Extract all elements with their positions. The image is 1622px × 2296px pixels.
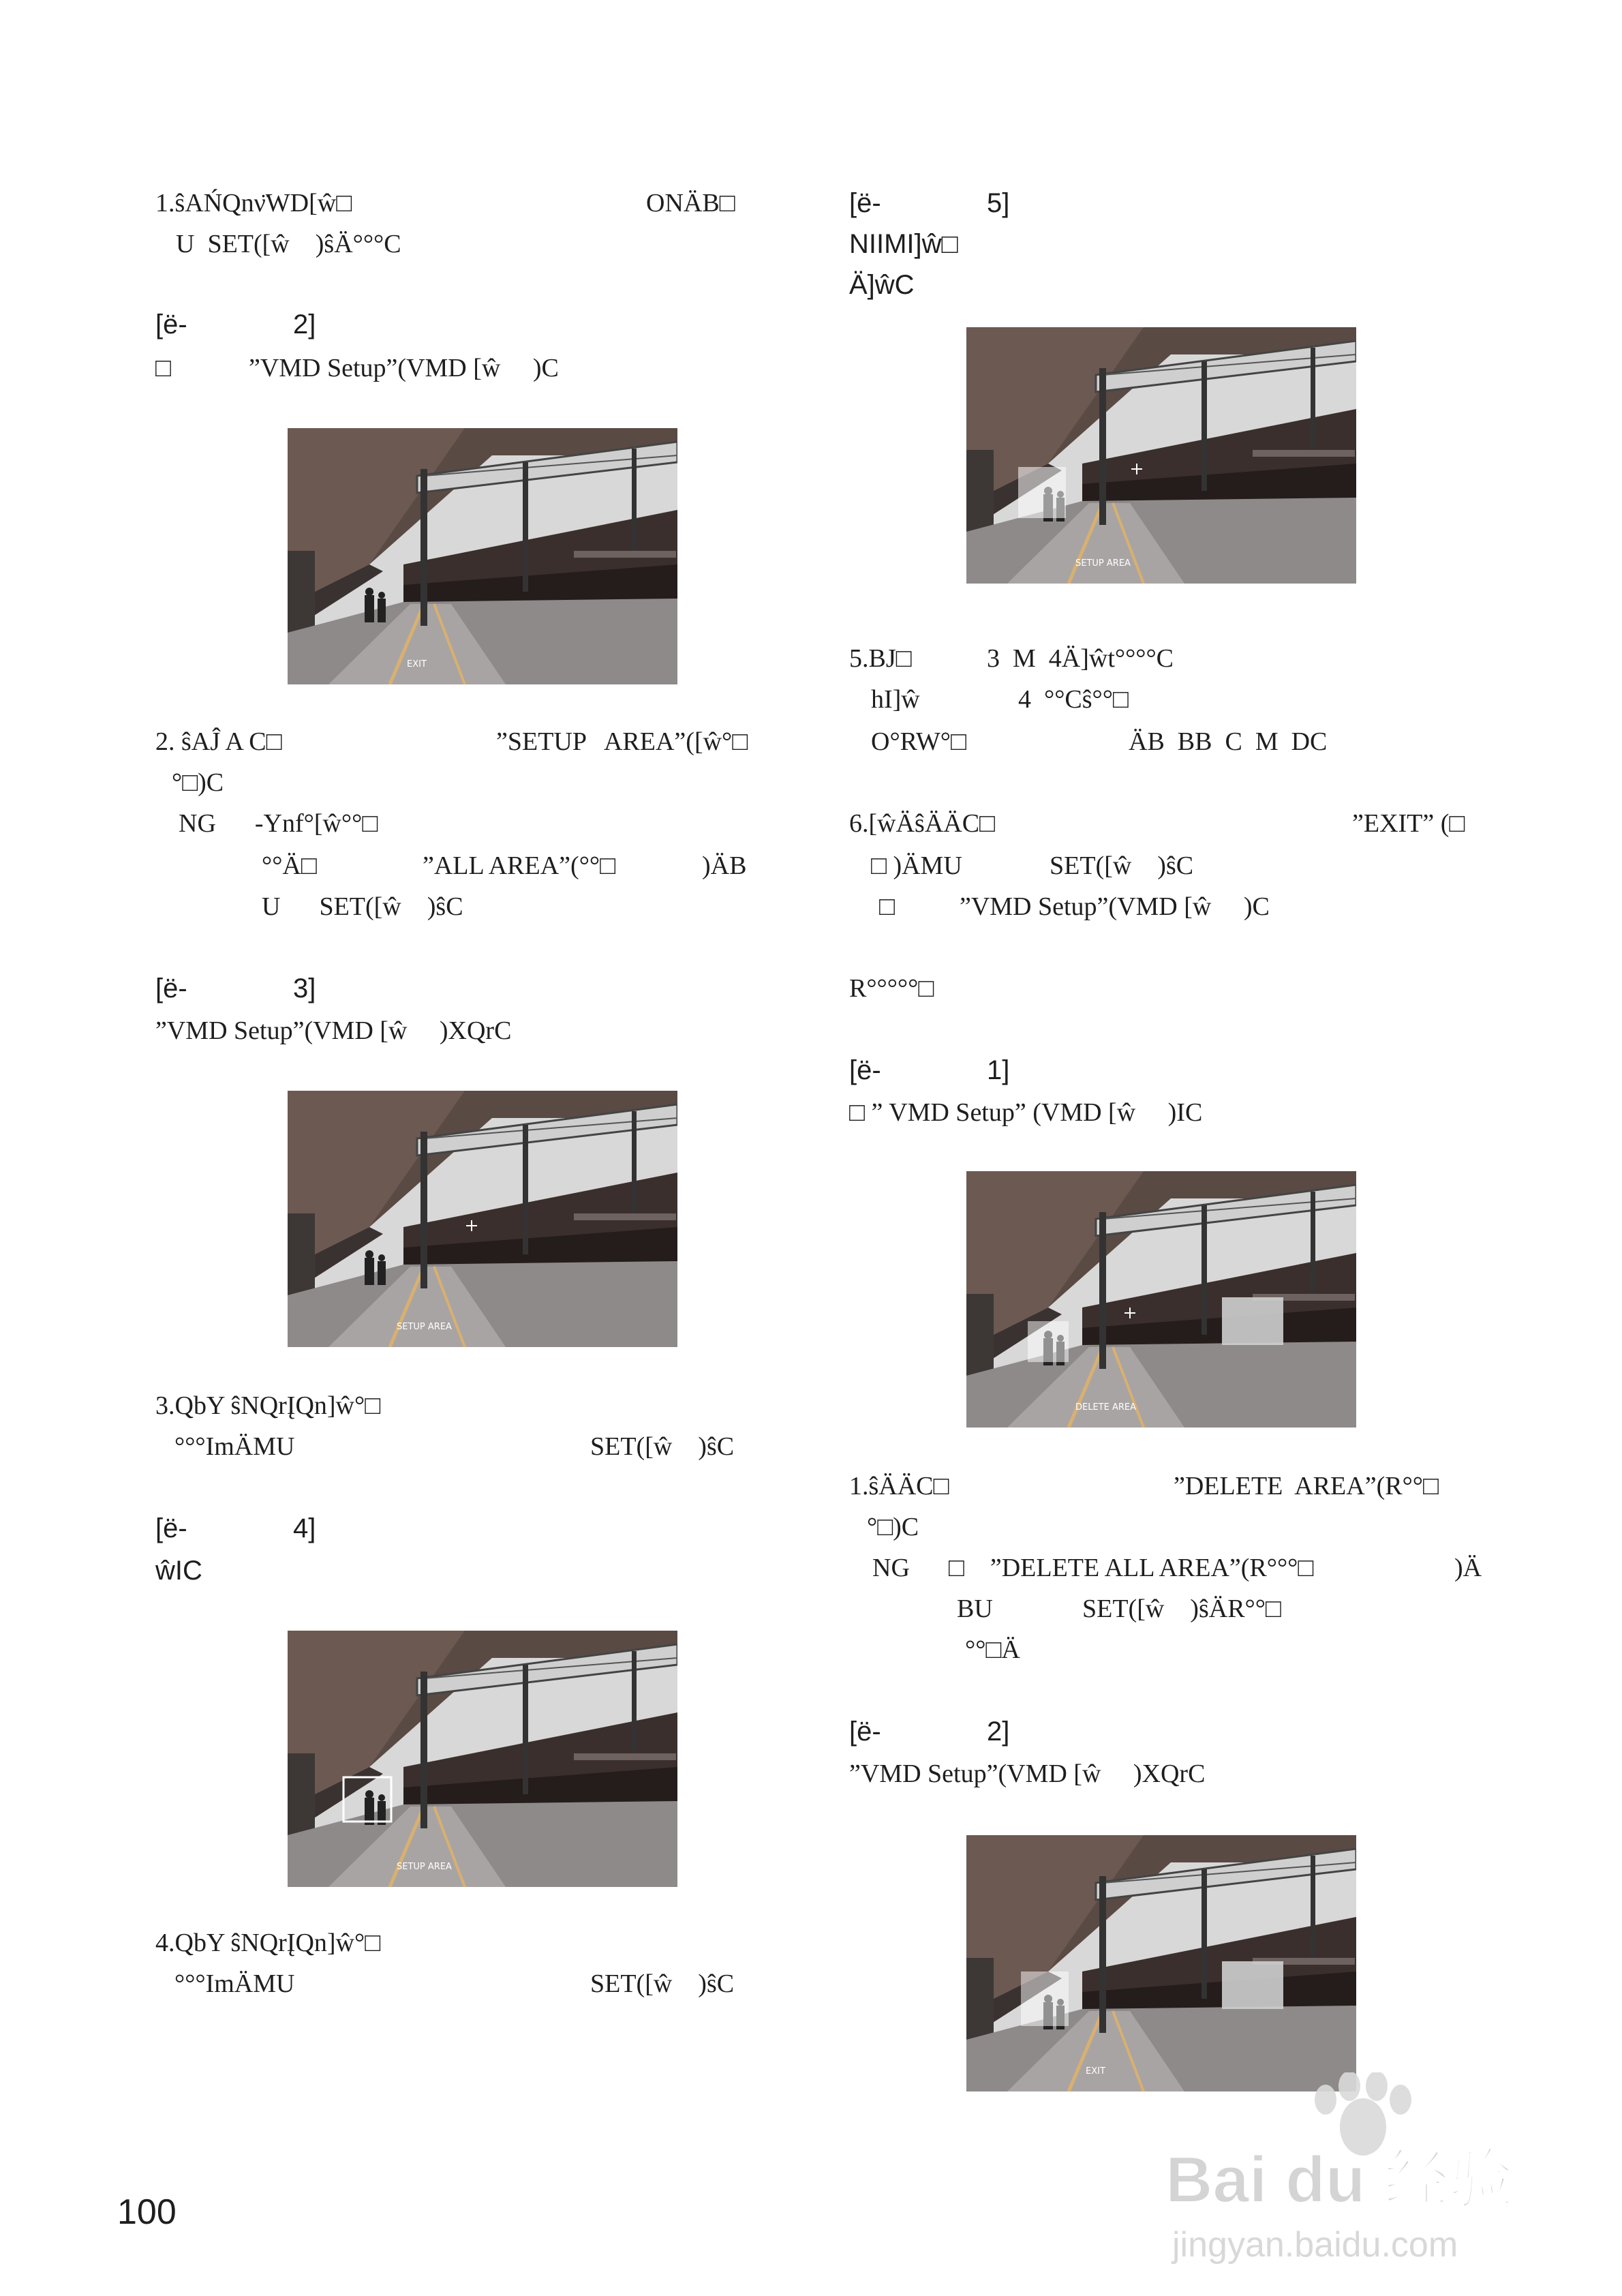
example-3-tag: [ë- xyxy=(155,973,187,1003)
figure-caption: SETUP AREA xyxy=(397,1322,452,1332)
example-1-text: □ ” VMD Setup” (VMD [ŵ )IC xyxy=(849,1098,1203,1127)
step-7-line-4-right: SET([ŵ )ŝÄR°°□ xyxy=(1082,1595,1281,1623)
step-5-line-2-right: 4 °°Cŝ°°□ xyxy=(1018,685,1129,714)
watermark-url: jingyan.baidu.com xyxy=(1172,2225,1458,2265)
step-1-line-1-right: ONÄB□ xyxy=(646,189,735,217)
example-2b-tag: [ë- xyxy=(849,1717,881,1747)
camera-screenshot-exit xyxy=(288,428,677,684)
step-1-line-2: U SET([ŵ )ŝÄ°°°C xyxy=(176,230,401,258)
figure-caption: SETUP AREA xyxy=(1075,558,1131,569)
example-4-text: ŵIC xyxy=(155,1556,202,1586)
example-5-line-1: NIIMI]ŵ□ xyxy=(849,229,958,259)
step-3-line-1: 3.QbY ŝNQrĮQn]ŵ°□ xyxy=(155,1391,381,1420)
step-5-line-1: 5.BJ□ xyxy=(849,644,912,673)
step-2-line-4-right: )ÄB xyxy=(702,851,747,880)
example-2b-number: 2] xyxy=(987,1717,1010,1747)
example-3-number: 3] xyxy=(293,973,316,1003)
step-7-line-5: °°□Ä xyxy=(965,1635,1020,1664)
camera-screenshot-exit-2 xyxy=(966,1835,1356,2091)
step-5-line-3-right: ÄB BB C M DC xyxy=(1129,727,1328,756)
example-5-tag: [ë- xyxy=(849,188,881,218)
example-1-number: 1] xyxy=(987,1055,1010,1085)
step-7-line-3: NG □ ”DELETE ALL AREA”(R°°°□ xyxy=(872,1554,1314,1582)
example-4-number: 4] xyxy=(293,1513,316,1543)
figure-caption: EXIT xyxy=(1086,2066,1105,2076)
example-1-tag: [ë- xyxy=(849,1055,881,1085)
page-number: 100 xyxy=(117,2192,177,2232)
step-6-line-1: 6.[ŵÄŝÄÄC□ xyxy=(849,809,996,838)
section-heading: R°°°°°□ xyxy=(849,974,934,1003)
example-5-line-2: Ä]ŵC xyxy=(849,270,915,300)
baidu-watermark xyxy=(1159,2072,1540,2277)
step-3-line-2: °°°ImÄMU xyxy=(174,1432,295,1461)
step-2-line-1-right: ”SETUP AREA”([ŵ°□ xyxy=(496,727,748,756)
example-3-text: ”VMD Setup”(VMD [ŵ )XQrC xyxy=(155,1016,512,1045)
example-2-number: 2] xyxy=(293,309,316,339)
step-7-line-4: BU xyxy=(957,1595,993,1623)
figure-caption: DELETE AREA xyxy=(1075,1402,1137,1413)
camera-screenshot-area-set xyxy=(966,327,1356,584)
step-2-line-5: U SET([ŵ )ŝC xyxy=(262,892,463,921)
step-2-line-2: °□)C xyxy=(172,768,224,797)
camera-screenshot-setup-area xyxy=(288,1091,677,1347)
step-6-line-2: □ )ÄMU xyxy=(871,851,962,880)
figure-caption: EXIT xyxy=(407,659,427,669)
step-6-line-3: □ ”VMD Setup”(VMD [ŵ )C xyxy=(879,892,1270,921)
watermark-logo: Bai du 经验 xyxy=(1165,2143,1515,2216)
step-7-line-1-right: ”DELETE AREA”(R°°□ xyxy=(1174,1472,1439,1500)
step-7-line-2: °□)C xyxy=(867,1513,919,1541)
step-4-line-1: 4.QbY ŝNQrĮQn]ŵ°□ xyxy=(155,1929,381,1957)
example-4-tag: [ë- xyxy=(155,1513,187,1543)
step-5-line-2: hI]ŵ xyxy=(871,685,920,714)
example-2-tag: [ë- xyxy=(155,309,187,339)
camera-screenshot-delete-area xyxy=(966,1171,1356,1428)
step-2-line-1: 2. ŝAĴ A C□ xyxy=(155,727,282,756)
step-4-line-2: °°°ImÄMU xyxy=(174,1969,295,1998)
example-2b-text: ”VMD Setup”(VMD [ŵ )XQrC xyxy=(849,1759,1206,1788)
step-2-line-4-mid: ”ALL AREA”(°°□ xyxy=(423,851,616,880)
step-4-line-2-right: SET([ŵ )ŝC xyxy=(590,1969,735,1998)
example-2-text: □ ”VMD Setup”(VMD [ŵ )C xyxy=(155,354,559,382)
step-1-line-1: 1.ŝAŃQnν̈WD[ŵ□ xyxy=(155,189,352,217)
step-7-line-1: 1.ŝÄÄC□ xyxy=(849,1472,949,1500)
step-5-line-3: O°RW°□ xyxy=(871,727,966,756)
step-7-line-3-right: )Ä xyxy=(1454,1554,1482,1582)
example-5-number: 5] xyxy=(987,188,1010,218)
step-3-line-2-right: SET([ŵ )ŝC xyxy=(590,1432,735,1461)
step-5-line-1-right: 3 M 4Ä]ŵt°°°°C xyxy=(987,644,1174,673)
step-2-line-3: NG -Ynf°[ŵ°°□ xyxy=(179,809,378,838)
camera-screenshot-setup-area-box xyxy=(288,1631,677,1887)
step-6-line-2-right: SET([ŵ )ŝC xyxy=(1050,851,1194,880)
step-6-line-1-right: ”EXIT” (□ xyxy=(1352,809,1465,838)
step-2-line-4: °°Ä□ xyxy=(262,851,317,880)
figure-caption: SETUP AREA xyxy=(397,1862,452,1872)
